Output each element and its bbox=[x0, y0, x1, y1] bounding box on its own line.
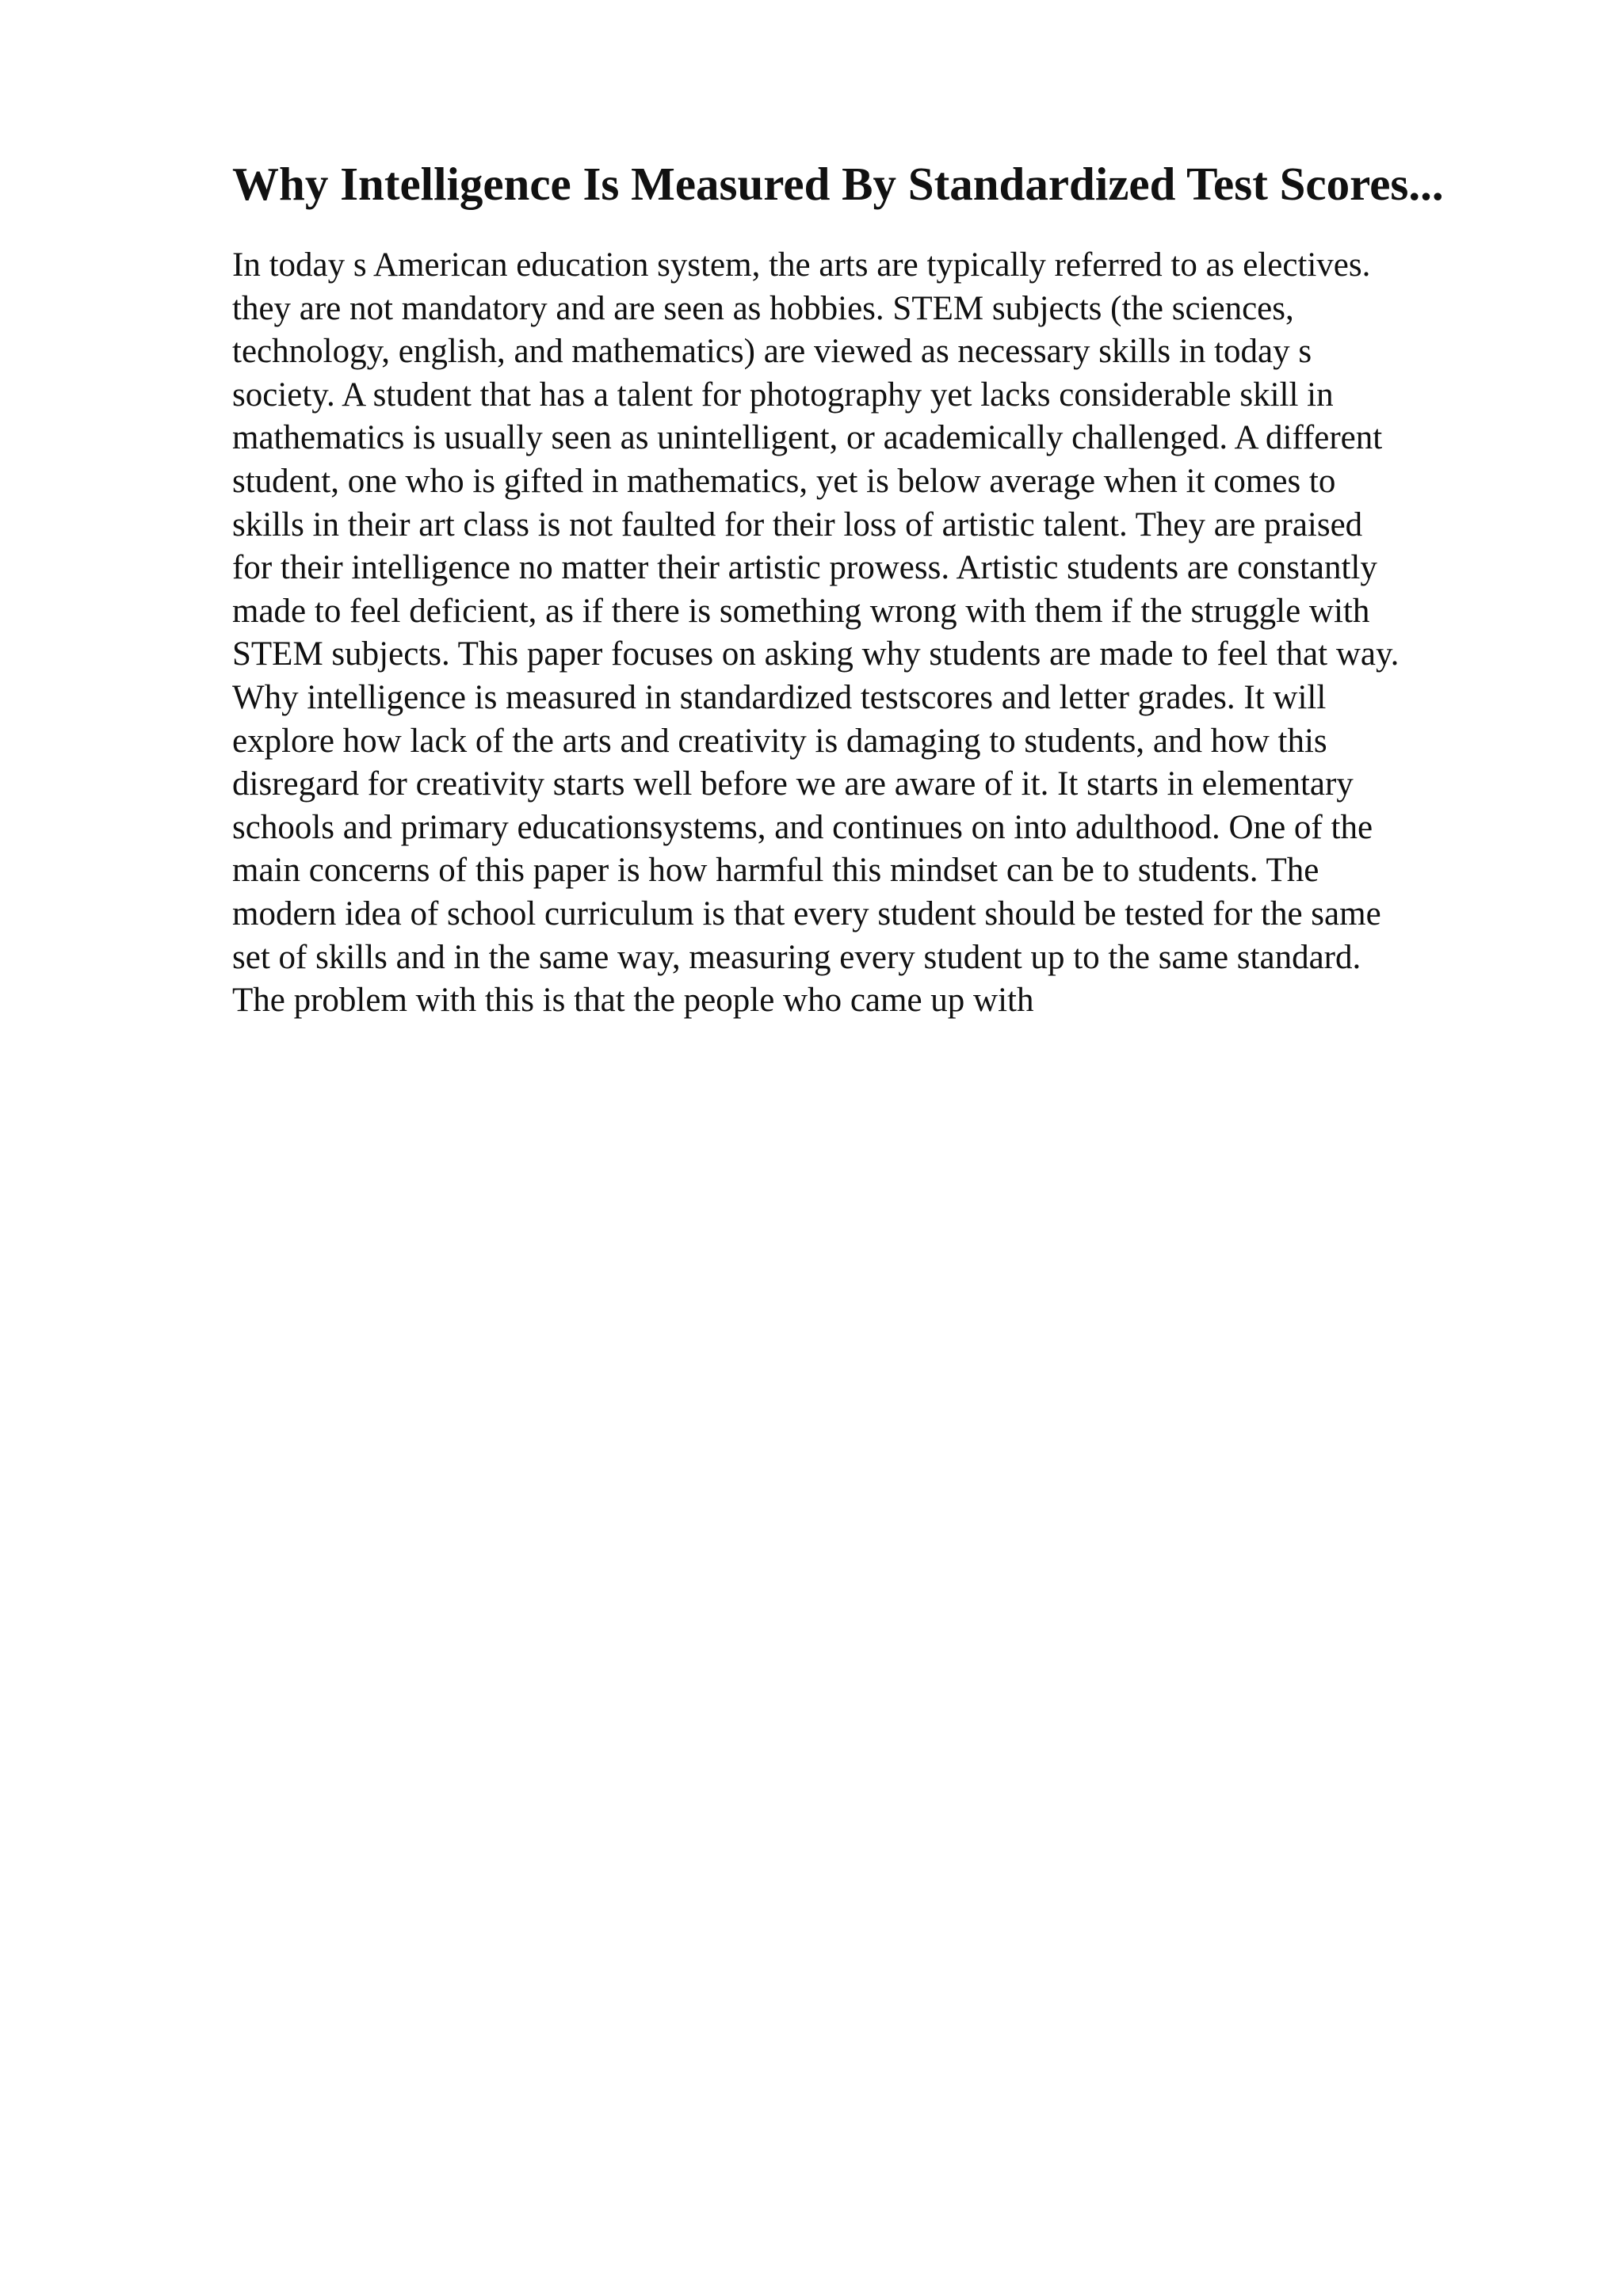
text-line: society. A student that has a talent for photography yet lacks considerable skill in bbox=[232, 376, 1334, 414]
text-line: In today s American education system, the arts are typically referred to as electives. bbox=[232, 246, 1371, 284]
text-line: The problem with this is that the people who came up with bbox=[232, 982, 1034, 1020]
text-line: set of skills and in the same way, measuring every student up to the same standard. bbox=[232, 938, 1361, 976]
text-line: mathematics is usually seen as unintelligent, or academically challenged. A different bbox=[232, 419, 1383, 457]
text-line: schools and primary educationsystems, and continues on into adulthood. One of the bbox=[232, 808, 1373, 846]
text-line: student, one who is gifted in mathematics, yet is below average when it comes to bbox=[232, 462, 1336, 500]
text-line: disregard for creativity starts well before we are aware of it. It starts in elementary bbox=[232, 765, 1354, 803]
text-line: made to feel deficient, as if there is something wrong with them if the struggle with bbox=[232, 592, 1370, 630]
text-line: for their intelligence no matter their artistic prowess. Artistic students are constantly bbox=[232, 549, 1377, 587]
text-line: skills in their art class is not faulted for their loss of artistic talent. They are praised bbox=[232, 505, 1363, 543]
text-line: STEM subjects. This paper focuses on asking why students are made to feel that way. bbox=[232, 635, 1400, 673]
text-line: Why intelligence is measured in standardized testscores and letter grades. It will bbox=[232, 678, 1327, 716]
text-line: they are not mandatory and are seen as hobbies. STEM subjects (the sciences, bbox=[232, 289, 1294, 327]
text-line: main concerns of this paper is how harmful this mindset can be to students. The bbox=[232, 852, 1319, 890]
text-line: explore how lack of the arts and creativity is damaging to students, and how this bbox=[232, 722, 1327, 760]
body-paragraph bbox=[232, 244, 1623, 1023]
document-title: Why Intelligence Is Measured By Standardized Test Scores... bbox=[232, 158, 1444, 210]
text-line: technology, english, and mathematics) are viewed as necessary skills in today s bbox=[232, 333, 1312, 371]
text-line: modern idea of school curriculum is that every student should be tested for the same bbox=[232, 894, 1381, 933]
